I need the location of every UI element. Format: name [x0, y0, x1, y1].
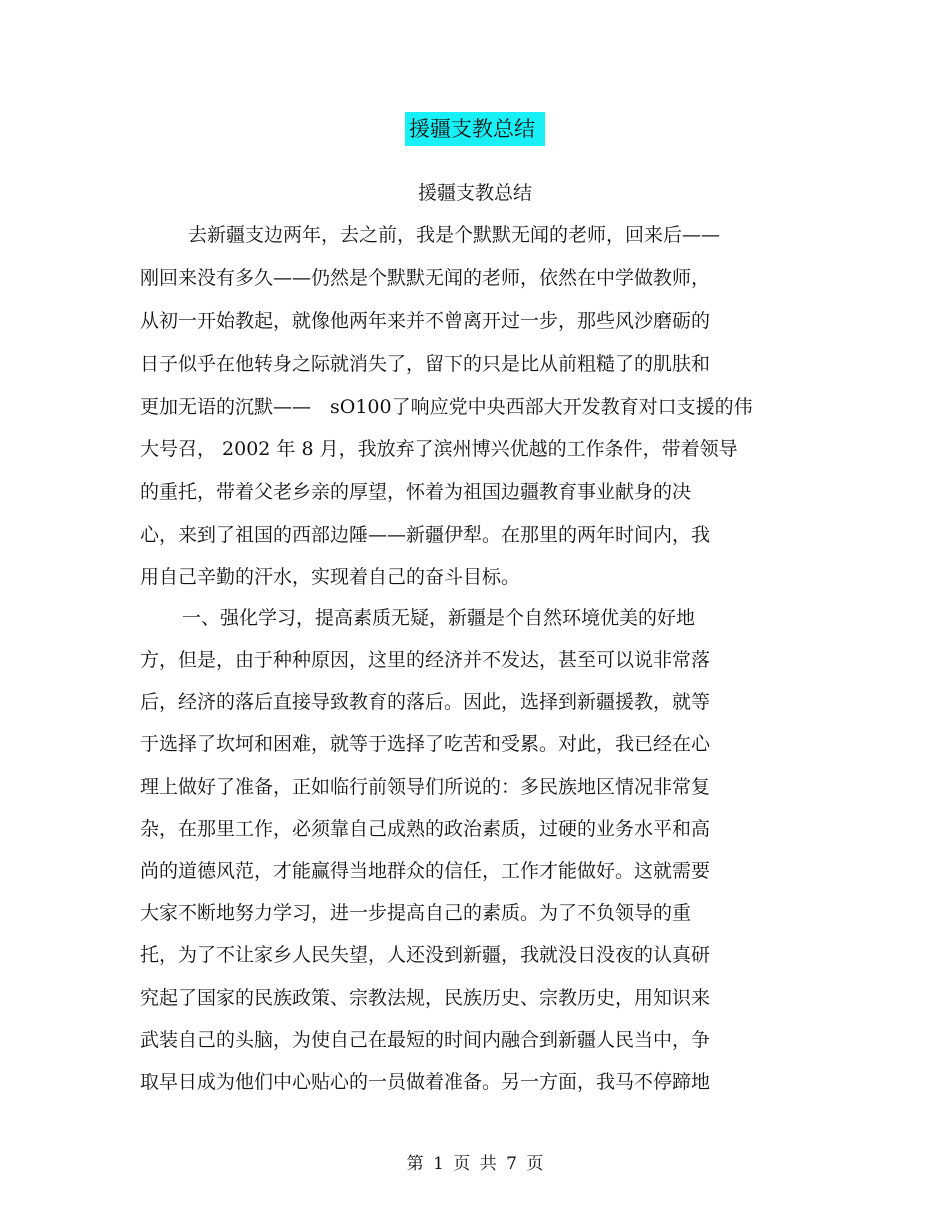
title-wrapper — [0, 112, 950, 146]
text-line: 武装自己的头脑，为使自己在最短的时间内融合到新疆人民当中，争 — [140, 1029, 711, 1051]
text-line: 刚回来没有多久——仍然是个默默无闻的老师，依然在中学做教师， — [140, 267, 711, 289]
text-line: 托，为了不让家乡人民失望，人还没到新疆，我就没日没夜的认真研 — [140, 944, 711, 966]
text-line: 的重托，带着父老乡亲的厚望，怀着为祖国边疆教育事业献身的决 — [140, 481, 692, 503]
text-line: 心，来到了祖国的西部边陲——新疆伊犁。在那里的两年时间内，我 — [140, 524, 711, 546]
text-line: 理上做好了准备，正如临行前领导们所说的：多民族地区情况非常复 — [140, 776, 711, 798]
text-line: 一、强化学习，提高素质无疑，新疆是个自然环境优美的好地 — [182, 607, 696, 629]
text-line: 更加无语的沉默—— sO100了响应党中央西部大开发教育对口支援的伟 — [140, 396, 753, 418]
text-line: 用自己辛勤的汗水，实现着自己的奋斗目标。 — [140, 566, 521, 588]
text-line: 取早日成为他们中心贴心的一员做着准备。另一方面，我马不停蹄地 — [140, 1071, 711, 1093]
document-subtitle: 援疆支教总结 — [417, 182, 532, 204]
document-title: 援疆支教总结 — [405, 112, 545, 146]
text-line: 日子似乎在他转身之际就消失了，留下的只是比从前粗糙了的肌肤和 — [140, 353, 711, 375]
text-line: 方，但是，由于种种原因，这里的经济并不发达，甚至可以说非常落 — [140, 649, 711, 671]
text-line: 尚的道德风范，才能赢得当地群众的信任，工作才能做好。这就需要 — [140, 860, 711, 882]
page-footer: 第 1 页 共 7 页 — [406, 1154, 544, 1174]
text-line: 于选择了坎坷和困难，就等于选择了吃苦和受累。对此，我已经在心 — [140, 733, 711, 755]
text-line: 后，经济的落后直接导致教育的落后。因此，选择到新疆援教，就等 — [140, 691, 711, 713]
text-line: 究起了国家的民族政策、宗教法规，民族历史、宗教历史，用知识来 — [140, 987, 711, 1009]
text-line: 大家不断地努力学习，进一步提高自己的素质。为了不负领导的重 — [140, 902, 692, 924]
text-line: 大号召， 2002 年 8 月，我放弃了滨州博兴优越的工作条件，带着领导 — [140, 438, 738, 460]
text-line: 去新疆支边两年，去之前，我是个默默无闻的老师，回来后—— — [188, 224, 721, 246]
text-line: 从初一开始教起，就像他两年来并不曾离开过一步，那些风沙磨砺的 — [140, 310, 711, 332]
text-line: 杂，在那里工作，必须靠自己成熟的政治素质，过硬的业务水平和高 — [140, 818, 711, 840]
